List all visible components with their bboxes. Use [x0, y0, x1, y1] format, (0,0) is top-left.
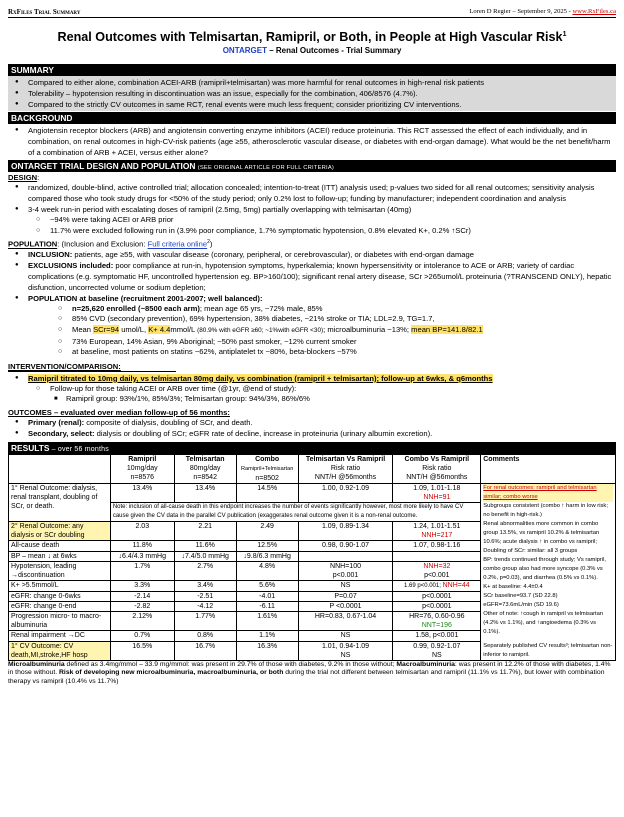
col-header-ramipril: Ramipril 10mg/day n=8576 — [110, 454, 174, 483]
row-label: eGFR: change 0-end — [9, 602, 111, 612]
cell-ramipril: 3.3% — [110, 580, 174, 591]
k-highlight: K+ 4.4 — [148, 324, 171, 334]
row-label: eGFR: change 0-6wks — [9, 592, 111, 602]
table-row — [9, 483, 616, 502]
baseline-row: ○ 85% CVD (secondary prevention), 69% hypertension, 38% diabetes, ~21% stroke or TIA; LDL=2.9, TG=1.7, — [30, 314, 616, 325]
design-label: DESIGN — [8, 173, 38, 182]
row-label: Renal impairment →DC — [9, 631, 111, 641]
baseline-post2: mmol/L — [170, 324, 198, 334]
top-bar — [8, 8, 616, 18]
comment-3: Renal abnormalities more common in combo group 13.5%, vs ramipril 10.2% & telmisartan 10.6%; acute dialysis ↑ in combo vs ramipril; — [483, 520, 600, 545]
subtitle-trial: ONTARGET — [222, 46, 267, 55]
secondary-text: dialysis or doubling of SCr; eGFR rate of decline, increase in proteinuria (urinary albumin excretion). — [94, 428, 433, 438]
cell-telmi-vs-ram: 0.98, 0.90-1.07 — [298, 541, 393, 551]
summary-item: ● Compared to the strictly CV outcomes in same RCT, renal events were much less frequent; consider prioritizing CV interventions. — [8, 99, 616, 110]
cell-combo-vs-ram: HR=76, 0.60-0.96 NNT=196 — [393, 612, 481, 631]
cell-ramipril: 16.5% — [110, 641, 174, 660]
header-left: RxFiles Trial Summary — [8, 8, 81, 16]
inclusion-item — [8, 249, 616, 260]
comment-4: Doubling of SCr: similar: all 3 groups — [483, 547, 578, 554]
macro-text: : was present in 12.2% of those with diabetes, 1.4% in those without. — [8, 660, 611, 677]
cell-ramipril: 2.12% — [110, 612, 174, 631]
cell-ramipril: -2.82 — [110, 602, 174, 612]
design-subitem: ○ 11.7% were excluded following run in (3.9% poor compliance, 1.7% symptomatic hypotension, 0.8% elevated K+, 0.2% ↑SCr) — [8, 226, 616, 237]
cell-combo-vs-ram: 1.09, 1.01-1.18 NNH=91 — [393, 483, 481, 502]
row-label: 2° Renal Outcome: any dialysis or SCr doubling — [9, 522, 111, 541]
risk-label: Risk of developing new microalbuminuria, macroalbuminuria, or both — [59, 669, 284, 677]
cell-telmi-vs-ram: P <0.0001 — [298, 602, 393, 612]
micro-text: defined as 3.4mg/mmol – 33.9 mg/mmol: was present in 29.7% of those with diabetes, 9.2% in those without; — [64, 660, 397, 668]
row-label: Progression micro- to macro-albuminuria — [9, 612, 111, 631]
baseline-row: ○ at baseline, most patients on statins ~62%, antiplatelet tx ~80%, beta-blockers ~57% — [30, 347, 616, 358]
summary-item: ● Tolerability – hypotension resulting in discontinuation was an issue, especially for the combination, 406/8576 (4.7%). — [8, 88, 616, 99]
cell-telmisartan: 16.7% — [174, 641, 236, 660]
cell-ramipril: 1.7% — [110, 561, 174, 580]
cell-telmi-vs-ram: NNH=100 p<0.001 — [298, 561, 393, 580]
population-intro: (Inclusion and Exclusion: — [59, 239, 148, 249]
intervention-followup: ○ Follow-up for those taking ACEI or ARB over time (@1yr, @end of study): — [8, 384, 616, 395]
col-header-combo: Combo Ramipril+Telmisartan n=8502 — [236, 454, 298, 483]
population-line: POPULATION: (Inclusion and Exclusion: Full criteria online$^2$) — [8, 239, 213, 249]
cell-telmi-vs-ram: P=0.07 — [298, 592, 393, 602]
cell-combo: ↓9.8/6.3 mmHg — [236, 551, 298, 561]
comment-5: BP: trends continued through study; Vs ramipril, combo group also had more syncope (0.3% vs 0.2%, p=0.03), and diarrhea (0.5% vs 0.1%). — [483, 556, 607, 581]
baseline-label: POPULATION at baseline (recruitment 2001-2007; well balanced): — [28, 293, 263, 303]
comment-7: SCr baseline=93.7 (SD 22.8) — [483, 592, 558, 599]
col-header-comments: Comments — [481, 454, 616, 483]
row-label: K+ >5.5mmol/L — [9, 580, 111, 591]
comment-6: K+ at baseline: 4.4±0.4 — [483, 583, 543, 590]
design-subitem: ○ ~94% were taking ACEI or ARB prior — [8, 215, 616, 226]
cell-ramipril: ↓6.4/4.3 mmHg — [110, 551, 174, 561]
row-label: Hypotension, leading →discontinuation — [9, 561, 111, 580]
subtitle — [8, 46, 616, 55]
header-blank — [9, 454, 111, 483]
cell-telmi-vs-ram: NS — [298, 580, 393, 591]
design-heading — [8, 160, 616, 172]
baseline-small: (80.9% with eGFR ≥60; ~1%with eGFR <30) — [197, 326, 324, 334]
cell-combo: 14.5% — [236, 483, 298, 502]
results-table — [8, 454, 616, 661]
cell-combo: 5.6% — [236, 580, 298, 591]
table-header-row — [9, 454, 616, 483]
cell-combo-vs-ram: p<0.0001 — [393, 592, 481, 602]
design-item: ● 3-4 week run-in period with escalating doses of ramipril (2.5mg, 5mg) partially overlapping with telmisartan (40mg) — [8, 204, 616, 215]
background-heading: BACKGROUND — [8, 112, 616, 124]
cell-combo: 1.1% — [236, 631, 298, 641]
comments-cell — [481, 483, 616, 660]
inclusion-text: patients, age ≥55, with vascular disease (coronary, peripheral, or cerebrovascular), or diabetes with end-organ damage — [72, 249, 474, 259]
cell-combo-vs-ram: 1.07, 0.98-1.16 — [393, 541, 481, 551]
comment-10: Separately published CV results³; telmisartan non-inferior to ramipril. — [483, 642, 613, 658]
comment-8: eGFR=73.6mL/min (SD 19.6) — [483, 601, 559, 608]
cell-combo-vs-ram: 0.99, 0.92-1.07 NS — [393, 641, 481, 660]
page-title — [8, 30, 616, 44]
title-text: Renal Outcomes with Telmisartan, Ramipril, or Both, in People at High Vascular Risk — [57, 30, 563, 44]
baseline-pre: Mean — [72, 324, 94, 334]
subtitle-rest: – Renal Outcomes - Trial Summary — [267, 46, 402, 55]
micro-label: Microalbuminuria — [8, 660, 65, 668]
primary-outcome — [8, 417, 616, 428]
background-text: ● Angiotensin receptor blockers (ARB) and angiotensin converting enzyme inhibitors (ACEI) reduce proteinuria. This RCT assessed the effect of each individually, and in combination, on renal outcomes in high-CV-risk patients (age ≥55, atherosclerotic vascular disease, or diabetes with end-organ damage). What would be the net benefit/harm of a combination of ARB + ACEI, versus either alone? — [8, 125, 616, 158]
title-sup: 1 — [562, 30, 567, 38]
cell-telmi-vs-ram: HR=0.83, 0.67-1.04 — [298, 612, 393, 631]
secondary-outcome — [8, 428, 616, 439]
cell-combo: 12.5% — [236, 541, 298, 551]
design-heading-text: ONTARGET TRIAL DESIGN AND POPULATION — [11, 161, 196, 171]
baseline-item — [8, 293, 616, 304]
cell-telmi-vs-ram: 1.00, 0.92-1.09 — [298, 483, 393, 502]
row-label: BP – mean ↓ at 6wks — [9, 551, 111, 561]
cell-telmisartan: 11.6% — [174, 541, 236, 551]
scr-highlight: SCr=94 — [93, 324, 120, 334]
baseline-row: ○ 73% European, 14% Asian, 9% Aboriginal; ~50% past smoker, ~12% current smoker — [30, 337, 616, 348]
cell-combo-vs-ram: 1.58, p<0.001 — [393, 631, 481, 641]
results-heading — [8, 442, 616, 454]
baseline-mid: umol/L, — [119, 324, 149, 334]
bp-highlight: mean BP=141.8/82.1 — [411, 324, 483, 334]
design-item: ● randomized, double-blind, active controlled trial; allocation concealed; intention-to-treat (ITT) analysis used; p-values two sided for all renal outcomes; sensitivity analysis compared those who took study drugs for <50% of the study period; only 0.2% lost to follow-up; funding by manufacturer; independent coordination and analysis — [8, 182, 616, 204]
cell-combo-vs-ram: NNH=32 p<0.001 — [393, 561, 481, 580]
cell-ramipril: 2.03 — [110, 522, 174, 541]
exclusion-item — [8, 260, 616, 293]
cell-telmi-vs-ram: NS — [298, 631, 393, 641]
footer-note — [8, 661, 616, 686]
cell-combo-vs-ram: p<0.0001 — [393, 602, 481, 612]
cell-ramipril: 13.4% — [110, 483, 174, 502]
baseline-row — [30, 304, 616, 315]
intervention-main-text: Ramipril titrated to 10mg daily, vs telmisartan 80mg daily, vs combination (ramipril + telmisartan); follow-up at 6wks, & q6months — [28, 373, 493, 383]
secondary-label: Secondary, select: — [28, 428, 95, 438]
inclusion-label: INCLUSION: — [28, 249, 73, 259]
cell-combo-vs-ram — [393, 551, 481, 561]
summary-item: ● Compared to either alone, combination ACEI-ARB (ramipril+telmisartan) was more harmful for renal outcomes in high-renal risk patients — [8, 77, 616, 88]
cell-telmisartan: 2.7% — [174, 561, 236, 580]
risk-text: during the trial not different between telmisartan and ramipril (11.1% vs 11.7%), but lower with combination therapy vs ramipril (10.4% vs 11.7%) — [8, 669, 605, 685]
design-heading-note: (SEE ORIGINAL ARTICLE FOR FULL CRITERIA) — [197, 165, 335, 171]
header-author: Loren D Regier – September 9, 2025 - — [469, 8, 573, 15]
cell-combo-vs-ram: 1.24, 1.01-1.51 NNH=217 — [393, 522, 481, 541]
primary-text: composite of dialysis, doubling of SCr, and death. — [84, 417, 253, 427]
cell-ramipril: 11.8% — [110, 541, 174, 551]
cell-telmisartan: -2.51 — [174, 592, 236, 602]
cell-telmi-vs-ram — [298, 551, 393, 561]
cell-combo: 4.8% — [236, 561, 298, 580]
cell-telmisartan: 0.8% — [174, 631, 236, 641]
summary-heading: SUMMARY — [8, 64, 616, 76]
cell-telmi-vs-ram: 1.01, 0.94-1.09 NS — [298, 641, 393, 660]
cell-telmisartan: 2.21 — [174, 522, 236, 541]
cell-telmisartan: 13.4% — [174, 483, 236, 502]
row-label: 1° CV Outcome: CV death,MI,stroke,HF hosp — [9, 641, 111, 660]
outcomes-heading: OUTCOMES – evaluated over median follow-up of 56 months: — [8, 407, 230, 417]
col-header-telmi-vs-ram: Telmisartan Vs Ramipril Risk ratio NNT/H @56months — [298, 454, 393, 483]
full-criteria-link[interactable]: Full criteria online — [147, 239, 208, 249]
comment-2: Subgroups consistent (combo ↑ harm in low risk; no benefit in high-risk.) — [483, 502, 608, 518]
row-label: All-cause death — [9, 541, 111, 551]
row-label: 1° Renal Outcome: dialysis, renal transplant, doubling of SCr, or death. — [9, 483, 111, 521]
comment-1: For renal outcomes: ramipril and telmisartan similar; combo worse — [483, 484, 613, 502]
intervention-groups: ■ Ramipril group: 93%/1%, 85%/3%; Telmisartan group: 94%/3%, 86%/6% — [8, 394, 616, 405]
cell-telmisartan: ↓7.4/5.0 mmHg — [174, 551, 236, 561]
col-header-combo-vs-ram: Combo Vs Ramipril Risk ratio NNT/H @56months — [393, 454, 481, 483]
results-heading-text: RESULTS — [11, 442, 50, 453]
comment-9: Other of note: ↑cough in ramipril vs telmisartan (4.2% vs 1.1%), and ↑angioedema (0.3% vs 0.1%). — [483, 610, 604, 635]
cell-combo: 16.3% — [236, 641, 298, 660]
cell-telmisartan: 3.4% — [174, 580, 236, 591]
summary-box — [8, 76, 616, 111]
baseline-bold: n=25,620 enrolled (~8500 each arm) — [72, 303, 200, 313]
baseline-post3: ; microalbuminuria ~13%; — [323, 324, 412, 334]
cell-ramipril: -2.14 — [110, 592, 174, 602]
cell-combo: -4.01 — [236, 592, 298, 602]
cell-combo: -6.11 — [236, 602, 298, 612]
baseline-post: ; mean age 65 yrs, ~72% male, 85% — [199, 303, 323, 313]
col-header-telmisartan: Telmisartan 80mg/day n=8542 — [174, 454, 236, 483]
population-sup: 2 — [207, 239, 210, 246]
cell-telmi-vs-ram: 1.09, 0.89-1.34 — [298, 522, 393, 541]
intervention-heading: INTERVENTION/COMPARISON: — [8, 362, 176, 372]
macro-label: Macroalbuminuria — [396, 660, 455, 668]
table-note: Note: inclusion of all-cause death in this endpoint increases the number of events significantly however, most more likely to have CV cause given the CV data in the parallel CV publication (exaggerates renal outcome given it is a non-renal outcome. — [110, 503, 480, 522]
exclusion-label: EXCLUSIONS included: — [28, 260, 114, 270]
cell-telmisartan: -4.12 — [174, 602, 236, 612]
primary-label: Primary (renal): — [28, 417, 85, 427]
population-close: ) — [209, 239, 213, 249]
cell-telmisartan: 1.77% — [174, 612, 236, 631]
rxfiles-link[interactable]: www.RxFiles.ca — [572, 8, 616, 15]
baseline-row — [30, 325, 616, 337]
cell-ramipril: 0.7% — [110, 631, 174, 641]
page: RxFiles Trial Summary Loren D Regier – September 9, 2025 - www.RxFiles.ca Renal Outcomes with Telmisartan, Ramipril, or Both, in People at High Vascular Risk$^1$ ONTARGET – Renal Outcomes - Trial Summary SUMMARY ● Compared to either alone, combination ACEI-ARB (ramipril+telmisartan) was more harmful for renal outcomes in high-renal risk patients ● Tolerability – hypotension resulting in discontinuation was an issue, especially for the combination, 406/8576 (4.7%). ● Compared to the strictly CV outcomes in same RCT, renal events were much less frequent; consider prioritizing CV interventions. BACKGROUND ● Angiotensin receptor blockers (ARB) and angiotensin converting enzyme inhibitors (ACEI) reduce proteinuria. This RCT assessed the effect of each individually, and in combination, on renal outcomes in high-CV-risk patients (age ≥55, atherosclerotic vascular disease, or diabetes with end-organ damage). What would be the net benefit/harm of a combination of ARB + ACEI, versus either alone? ONTARGET TRIAL DESIGN AND POPULATION (SEE ORIGINAL ARTICLE FOR FULL CRITERIA) DESIGN: ● randomized, double-blind, active controlled trial; allocation concealed; intention-to-treat (ITT) analysis used; p-values two sided for all renal outcomes; sensitivity analysis compared those who took study drugs for <50% of the study period; only 0.2% lost to follow-up; funding by manufacturer; independent coordination and analysis ● 3-4 week run-in period with escalating doses of ramipril (2.5mg, 5mg) partially overlapping with telmisartan (40mg) ○ ~94% were taking ACEI or ARB prior ○ 11.7% were excluded following run in (3.9% poor compliance, 1.7% symptomatic hypotension, 0.8% elevated K+, 0.2% ↑SCr) POPULATION: (Inclusion and Exclusion: Full criteria online$^2$) ● INCLUSION: patients, age ≥55, with vascular disease (coronary, peripheral, or cerebrovascular), or diabetes with end-organ damage ● EXCLUSIONS included: poor compliance at run-in, hypotension symptoms, hyperkalemia; known hypersensitivity or intolerance to ACE or ARB; variety of cardiac complications (e.g. symptomatic HF, uncontrolled hypertension eg. BP>160/100); significant renal artery disease, SCr >265umol/L proteinuria (?TRANSCEND ONLY), hepatic disfunction, uncorrected volume or sodium depletion; ● POPULATION at baseline (recruitment 2001-2007; well balanced): ○ n=25,620 enrolled (~8500 each arm); mean age 65 yrs, ~72% male, 85% ○ 85% CVD (secondary prevention), 69% hypertension, 38% diabetes, ~21% stroke or TIA; LDL=2.9, TG=1.7, ○ Mean SCr=94 umol/L, K+ 4.4mmol/L (80.9% with eGFR ≥60; ~1%with eGFR <30); microalbuminuria ~13%; mean BP=141.8/82.1 ○ 73% European, 14% Asian, 9% Aboriginal; ~50% past smoker, ~12% current smoker ○ at baseline, most patients on statins ~62%, antiplatelet tx ~80%, beta-blockers ~57% INTERVENTION/COMPARISON: ● Ramipril titrated to 10mg daily, vs telmisartan 80mg daily, vs combination (ramipril + telmisartan); follow-up at 6wks, & q6months ○ Follow-up for those taking ACEI or ARB over time (@1yr, @end of study): ■ Ramipril group: 93%/1%, 85%/3%; Telmisartan group: 94%/3%, 86%/6% OUTCOMES – evaluated over median follow-up of 56 months: ● Primary (renal): composite of dialysis, doubling of SCr, and death. ● Secondary, select: dialysis or doubling of SCr; eGFR rate of decline, increase in proteinuria (urinary albumin excretion). RESULTS – over 56 months Ramipril 10mg/day n=8576 Telmisartan 80mg/day n=8542 Combo Ramipril+Telmisartan n=8502 Telmisartan Vs Ramipril Risk ratio NNT/H @56months Combo Vs Ramipril Risk ratio NNT/H @56months Comments 1° Renal Outcome: dialysis, renal transplant, doubling of SCr, or death. 13.4% 13.4% 14.5% 1.00, 0.92-1.09 1.09, 1.01-1.18 NNH=91 For renal outcomes: ramipril and telmisartan similar; combo worse Subgroups consistent (combo ↑ harm in low risk; no benefit in high-risk.) Renal abnormalities more common in combo group 13.5%, vs ramipril 10.2% & telmisartan 10.6%; acute dialysis ↑ in combo vs ramipril; Doubling of SCr: similar: all 3 groups BP: trends continued through study; Vs ramipril, combo group also had more syncope (0.3% vs 0.2%, p=0.03), and diarrhea (0.5% vs 0.1%). K+ at baseline: 4.4±0.4 SCr baseline=93.7 (SD 22.8) eGFR=73.6mL/min (SD 19.6) Other of note: ↑cough in ramipril vs telmisartan (4.2% vs 1.1%), and ↑angioedema (0.3% vs 0.1%). Separately published CV results³; telmisartan non-inferior to ramipril. Note: inclusion of all-cause death in this endpoint increases the number of events significantly however, most more likely to have CV cause given the CV data in the parallel CV publication (exaggerates renal outcome given it is a non-renal outcome. 2° Renal Outcome: any dialysis or SCr doubling 2.03 2.21 2.49 1.09, 0.89-1.34 1.24, 1.01-1.51 NNH=217 All-cause death 11.8% 11.6% 12.5% 0.98, 0.90-1.07 1.07, 0.98-1.16 BP – mean ↓ at 6wks ↓6.4/4.3 mmHg ↓7.4/5.0 mmHg ↓9.8/6.3 mmHg Hypotension, leading →discontinuation 1.7% 2.7% 4.8% NNH=100 p<0.001 NNH=32 p<0.001 K+ >5.5mmol/L 3.3% 3.4% 5.6% NS 1.69 p<0.001; NNH=44 eGFR: change 0-6wks -2.14 -2.51 -4.01 P=0.07 p<0.0001 eGFR: change 0-end -2.82 -4.12 -6.11 P <0.0001 p<0.0001 Progression micro- to macro-albuminuria 2.12% 1.77% 1.61% HR=0.83, 0.67-1.04 HR=76, 0.60-0.96 NNT=196 Renal impairment →DC 0.7% 0.8% 1.1% NS 1.58, p<0.001 1° CV Outcome: CV death,MI,stroke,HF hosp 16.5% 16.7% 16.3% 1.01, 0.94-1.09 NS 0.99, 0.92-1.07 NS Microalbuminuria defined as 3.4mg/mmol – 33.9 mg/mmol: was present in 29.7% of those with diabetes, 9.2% in those without; Macroalbuminuria: was present in 12.2% of those with diabetes, 1.4% in those without. Risk of developing new microalbuminuria, macroalbuminuria, or both during the trial not different between telmisartan and ramipril (11.1% vs 11.7%), but lower with combination therapy vs ramipril (10.4% vs 11.7%) — [8, 8, 616, 686]
intervention-main — [8, 373, 616, 384]
cell-combo: 2.49 — [236, 522, 298, 541]
results-heading-note: – over 56 months — [49, 445, 109, 453]
cell-combo: 1.61% — [236, 612, 298, 631]
cell-combo-vs-ram: 1.69 p<0.001; NNH=44 — [393, 580, 481, 591]
exclusion-text: poor compliance at run-in, hypotension symptoms, hyperkalemia; known hypersensitivity or intolerance to ACE or ARB; variety of cardiac complications (e.g. symptomatic HF, uncontrolled hypertension eg. BP>160/100); significant renal artery disease, SCr >265umol/L proteinuria (?TRANSCEND ONLY), hepatic disfunction, uncorrected volume or sodium depletion; — [28, 260, 612, 292]
header-right — [469, 8, 616, 16]
population-label: POPULATION — [8, 239, 58, 249]
